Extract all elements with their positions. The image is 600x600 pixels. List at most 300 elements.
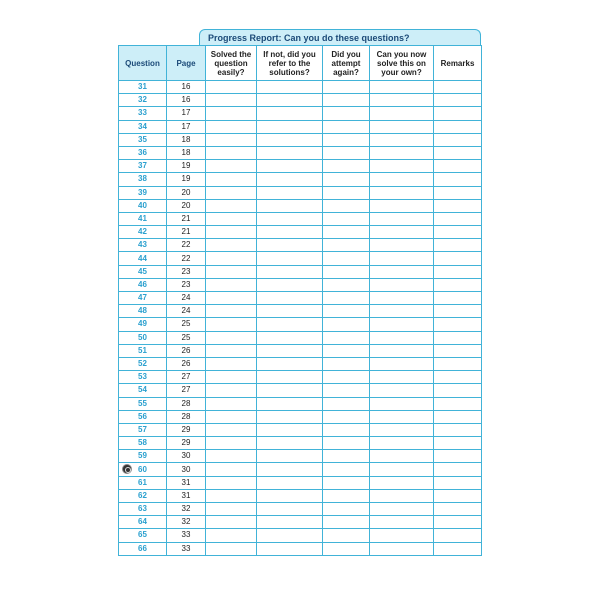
own-cell[interactable] [370,146,434,159]
refer-cell[interactable] [257,292,323,305]
refer-cell[interactable] [257,120,323,133]
question-number [119,146,167,159]
refer-cell[interactable] [257,542,323,555]
solved-cell[interactable] [206,305,257,318]
question-number-text: 56 [138,411,147,421]
own-cell[interactable] [370,503,434,516]
page-number: 24 [167,292,206,305]
refer-cell[interactable] [257,239,323,252]
own-cell[interactable] [370,133,434,146]
own-cell[interactable] [370,516,434,529]
attempt-cell[interactable] [323,133,370,146]
own-cell[interactable] [370,423,434,436]
question-number [119,384,167,397]
table-header [119,46,482,81]
own-cell[interactable] [370,199,434,212]
refer-cell[interactable] [257,305,323,318]
solved-cell[interactable] [206,318,257,331]
solved-cell[interactable] [206,146,257,159]
question-number-text: 33 [138,108,147,118]
remarks-cell[interactable] [434,239,482,252]
page-number: 28 [167,410,206,423]
table-row [119,160,482,173]
header-page: Page [167,46,206,81]
page-number: 25 [167,331,206,344]
remarks-cell[interactable] [434,226,482,239]
question-number-text: 52 [138,359,147,369]
table-row [119,120,482,133]
refer-cell[interactable] [257,278,323,291]
solved-cell[interactable] [206,292,257,305]
own-cell[interactable] [370,292,434,305]
own-cell[interactable] [370,463,434,476]
header-remarks: Remarks [434,46,482,81]
page-number: 22 [167,252,206,265]
refer-cell[interactable] [257,357,323,370]
solved-cell[interactable] [206,81,257,94]
own-cell[interactable] [370,173,434,186]
solved-cell[interactable] [206,252,257,265]
own-cell[interactable] [370,357,434,370]
own-cell[interactable] [370,252,434,265]
refer-cell[interactable] [257,529,323,542]
own-cell[interactable] [370,305,434,318]
own-cell[interactable] [370,212,434,225]
refer-cell[interactable] [257,173,323,186]
refer-cell[interactable] [257,265,323,278]
question-number [119,160,167,173]
attempt-cell[interactable] [323,265,370,278]
attempt-cell[interactable] [323,160,370,173]
attempt-cell[interactable] [323,357,370,370]
refer-cell[interactable] [257,423,323,436]
question-number [119,239,167,252]
own-cell[interactable] [370,239,434,252]
remarks-cell[interactable] [434,133,482,146]
own-cell[interactable] [370,529,434,542]
page-number: 26 [167,357,206,370]
refer-cell[interactable] [257,331,323,344]
remarks-cell[interactable] [434,450,482,463]
refer-cell[interactable] [257,463,323,476]
solved-cell[interactable] [206,107,257,120]
solved-cell[interactable] [206,226,257,239]
solved-cell[interactable] [206,516,257,529]
remarks-cell[interactable] [434,331,482,344]
page-number: 33 [167,542,206,555]
table-row [119,357,482,370]
attempt-cell[interactable] [323,146,370,159]
question-number [119,107,167,120]
question-number-text: 51 [138,345,147,355]
page-number: 18 [167,133,206,146]
refer-cell[interactable] [257,94,323,107]
refer-cell[interactable] [257,160,323,173]
refer-cell[interactable] [257,186,323,199]
question-number [119,292,167,305]
page-number: 22 [167,239,206,252]
attempt-cell[interactable] [323,292,370,305]
refer-cell[interactable] [257,226,323,239]
remarks-cell[interactable] [434,423,482,436]
attempt-cell[interactable] [323,120,370,133]
remarks-cell[interactable] [434,410,482,423]
table-row [119,410,482,423]
own-cell[interactable] [370,410,434,423]
table-row [119,384,482,397]
solved-cell[interactable] [206,437,257,450]
own-cell[interactable] [370,186,434,199]
attempt-cell[interactable] [323,397,370,410]
solved-cell[interactable] [206,384,257,397]
refer-cell[interactable] [257,516,323,529]
refer-cell[interactable] [257,146,323,159]
question-number [119,371,167,384]
solved-cell[interactable] [206,278,257,291]
attempt-cell[interactable] [323,173,370,186]
question-number-text: 32 [138,95,147,105]
page-number: 26 [167,344,206,357]
attempt-cell[interactable] [323,318,370,331]
solved-cell[interactable] [206,529,257,542]
question-number [119,199,167,212]
remarks-cell[interactable] [434,344,482,357]
refer-cell[interactable] [257,81,323,94]
refer-cell[interactable] [257,397,323,410]
question-number-text: 49 [138,319,147,329]
question-number-text: 45 [138,266,147,276]
remarks-cell[interactable] [434,146,482,159]
own-cell[interactable] [370,94,434,107]
table-row [119,344,482,357]
question-number-text: 58 [138,438,147,448]
question-number-text: 54 [138,385,147,395]
question-number-text: 34 [138,121,147,131]
solved-cell[interactable] [206,463,257,476]
solved-cell[interactable] [206,371,257,384]
table-row [119,94,482,107]
solved-cell[interactable] [206,542,257,555]
question-number-text: 47 [138,293,147,303]
remarks-cell[interactable] [434,542,482,555]
refer-cell[interactable] [257,252,323,265]
attempt-cell[interactable] [323,278,370,291]
attempt-cell[interactable] [323,450,370,463]
remarks-cell[interactable] [434,318,482,331]
header-solved: Solved the question easily? [206,46,257,81]
attempt-cell[interactable] [323,107,370,120]
table-row [119,265,482,278]
remarks-cell[interactable] [434,160,482,173]
question-number [119,410,167,423]
own-cell[interactable] [370,160,434,173]
own-cell[interactable] [370,371,434,384]
attempt-cell[interactable] [323,199,370,212]
remarks-cell[interactable] [434,476,482,489]
question-number-text: 36 [138,148,147,158]
page-number: 19 [167,173,206,186]
question-number-text: 60 [138,464,147,474]
progress-table [118,45,482,556]
remarks-cell[interactable] [434,107,482,120]
table-row [119,278,482,291]
question-number-text: 66 [138,543,147,553]
solved-cell[interactable] [206,423,257,436]
remarks-cell[interactable] [434,371,482,384]
remarks-cell[interactable] [434,357,482,370]
page-number: 20 [167,186,206,199]
question-number [119,423,167,436]
attempt-cell[interactable] [323,516,370,529]
remarks-cell[interactable] [434,212,482,225]
question-number-text: 50 [138,332,147,342]
remarks-cell[interactable] [434,503,482,516]
challenge-badge-icon [122,464,132,474]
page-number: 28 [167,397,206,410]
solved-cell[interactable] [206,199,257,212]
solved-cell[interactable] [206,331,257,344]
page-number: 29 [167,437,206,450]
refer-cell[interactable] [257,450,323,463]
attempt-cell[interactable] [323,344,370,357]
table-row [119,463,482,476]
refer-cell[interactable] [257,476,323,489]
solved-cell[interactable] [206,94,257,107]
page-number: 27 [167,371,206,384]
solved-cell[interactable] [206,212,257,225]
question-number-text: 48 [138,306,147,316]
own-cell[interactable] [370,81,434,94]
solved-cell[interactable] [206,450,257,463]
question-number [119,226,167,239]
refer-cell[interactable] [257,489,323,502]
remarks-cell[interactable] [434,81,482,94]
table-row [119,503,482,516]
table-row [119,423,482,436]
own-cell[interactable] [370,318,434,331]
remarks-cell[interactable] [434,397,482,410]
question-number-text: 53 [138,372,147,382]
table-row [119,107,482,120]
solved-cell[interactable] [206,173,257,186]
attempt-cell[interactable] [323,476,370,489]
table-row [119,292,482,305]
page-number: 24 [167,305,206,318]
attempt-cell[interactable] [323,239,370,252]
own-cell[interactable] [370,397,434,410]
table-row [119,186,482,199]
remarks-cell[interactable] [434,292,482,305]
table-row [119,397,482,410]
question-number [119,278,167,291]
refer-cell[interactable] [257,107,323,120]
question-number-text: 42 [138,227,147,237]
own-cell[interactable] [370,542,434,555]
remarks-cell[interactable] [434,186,482,199]
remarks-cell[interactable] [434,489,482,502]
solved-cell[interactable] [206,239,257,252]
question-number-text: 63 [138,504,147,514]
table-row [119,199,482,212]
table-row [119,81,482,94]
question-number [119,318,167,331]
attempt-cell[interactable] [323,371,370,384]
remarks-cell[interactable] [434,265,482,278]
page-number: 21 [167,212,206,225]
question-number [119,450,167,463]
own-cell[interactable] [370,120,434,133]
solved-cell[interactable] [206,410,257,423]
page-number: 21 [167,226,206,239]
remarks-cell[interactable] [434,278,482,291]
remarks-cell[interactable] [434,120,482,133]
question-number-text: 61 [138,477,147,487]
attempt-cell[interactable] [323,94,370,107]
report-title: Progress Report: Can you do these questions? [199,29,481,46]
question-number [119,252,167,265]
refer-cell[interactable] [257,318,323,331]
question-number-text: 62 [138,490,147,500]
attempt-cell[interactable] [323,489,370,502]
attempt-cell[interactable] [323,423,370,436]
solved-cell[interactable] [206,133,257,146]
question-number-text: 39 [138,187,147,197]
question-number [119,186,167,199]
page-number: 31 [167,489,206,502]
table-row [119,489,482,502]
attempt-cell[interactable] [323,503,370,516]
refer-cell[interactable] [257,371,323,384]
attempt-cell[interactable] [323,463,370,476]
remarks-cell[interactable] [434,529,482,542]
solved-cell[interactable] [206,160,257,173]
attempt-cell[interactable] [323,212,370,225]
own-cell[interactable] [370,344,434,357]
own-cell[interactable] [370,265,434,278]
remarks-cell[interactable] [434,252,482,265]
table-row [119,371,482,384]
question-number [119,173,167,186]
own-cell[interactable] [370,476,434,489]
question-number [119,305,167,318]
attempt-cell[interactable] [323,542,370,555]
solved-cell[interactable] [206,489,257,502]
solved-cell[interactable] [206,476,257,489]
page-number: 32 [167,516,206,529]
attempt-cell[interactable] [323,81,370,94]
solved-cell[interactable] [206,120,257,133]
table-row [119,516,482,529]
question-number [119,331,167,344]
question-number-text: 31 [138,82,147,92]
solved-cell[interactable] [206,186,257,199]
header-refer: If not, did you refer to the solutions? [257,46,323,81]
question-number [119,94,167,107]
question-number [119,489,167,502]
own-cell[interactable] [370,384,434,397]
table-row [119,173,482,186]
own-cell[interactable] [370,450,434,463]
solved-cell[interactable] [206,397,257,410]
question-number-text: 38 [138,174,147,184]
solved-cell[interactable] [206,265,257,278]
table-row [119,239,482,252]
question-number-text: 41 [138,213,147,223]
own-cell[interactable] [370,489,434,502]
remarks-cell[interactable] [434,384,482,397]
solved-cell[interactable] [206,344,257,357]
question-number [119,212,167,225]
attempt-cell[interactable] [323,252,370,265]
own-cell[interactable] [370,331,434,344]
refer-cell[interactable] [257,503,323,516]
question-number [119,357,167,370]
remarks-cell[interactable] [434,463,482,476]
table-row [119,542,482,555]
own-cell[interactable] [370,278,434,291]
question-number [119,344,167,357]
refer-cell[interactable] [257,133,323,146]
page-number: 31 [167,476,206,489]
table-body [119,81,482,556]
refer-cell[interactable] [257,199,323,212]
question-number [119,133,167,146]
attempt-cell[interactable] [323,410,370,423]
question-number-text: 55 [138,398,147,408]
page-number: 17 [167,120,206,133]
refer-cell[interactable] [257,384,323,397]
question-number [119,397,167,410]
attempt-cell[interactable] [323,226,370,239]
attempt-cell[interactable] [323,331,370,344]
question-number [119,437,167,450]
table-row [119,318,482,331]
table-row [119,252,482,265]
page-number: 30 [167,450,206,463]
page-number: 16 [167,81,206,94]
question-number-text: 43 [138,240,147,250]
remarks-cell[interactable] [434,516,482,529]
remarks-cell[interactable] [434,94,482,107]
refer-cell[interactable] [257,344,323,357]
solved-cell[interactable] [206,503,257,516]
question-number [119,463,167,476]
table-row [119,133,482,146]
table-row [119,437,482,450]
attempt-cell[interactable] [323,384,370,397]
remarks-cell[interactable] [434,199,482,212]
refer-cell[interactable] [257,410,323,423]
attempt-cell[interactable] [323,437,370,450]
refer-cell[interactable] [257,437,323,450]
own-cell[interactable] [370,226,434,239]
attempt-cell[interactable] [323,529,370,542]
remarks-cell[interactable] [434,437,482,450]
question-number-text: 57 [138,424,147,434]
own-cell[interactable] [370,107,434,120]
attempt-cell[interactable] [323,305,370,318]
attempt-cell[interactable] [323,186,370,199]
table-row [119,146,482,159]
page-number: 27 [167,384,206,397]
page-number: 19 [167,160,206,173]
refer-cell[interactable] [257,212,323,225]
remarks-cell[interactable] [434,173,482,186]
solved-cell[interactable] [206,357,257,370]
remarks-cell[interactable] [434,305,482,318]
own-cell[interactable] [370,437,434,450]
question-number-text: 35 [138,134,147,144]
